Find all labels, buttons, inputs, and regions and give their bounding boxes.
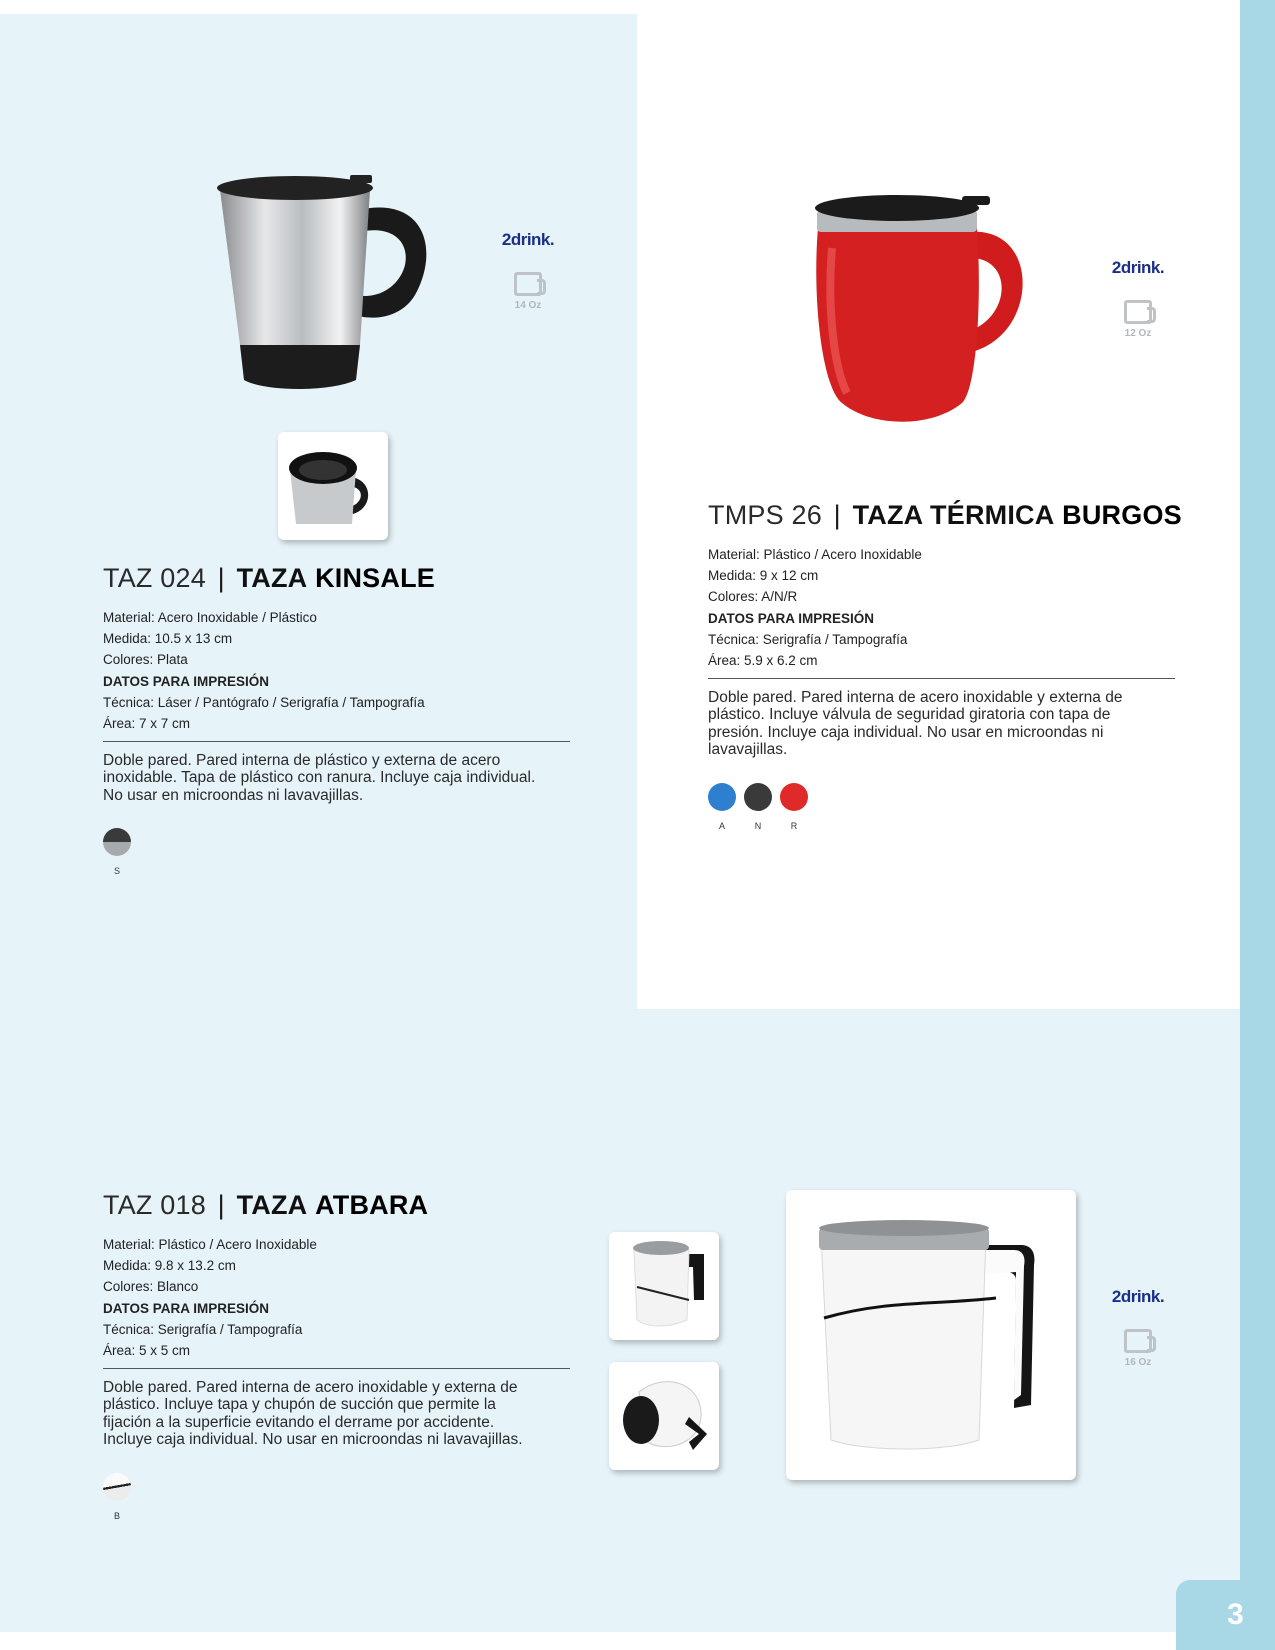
side-strip — [1240, 0, 1275, 1650]
product-image-atbara — [786, 1190, 1076, 1480]
product-burgos — [708, 500, 1182, 831]
product-type: TAZA TÉRMICA — [852, 500, 1055, 530]
divider — [103, 741, 570, 742]
product-name: KINSALE — [315, 563, 435, 593]
product-title — [103, 1190, 570, 1221]
spec-tecnica: Técnica: Serigrafía / Tampografía — [103, 1322, 303, 1338]
swatch-label: N — [754, 820, 762, 831]
thumbnail-image — [609, 1362, 719, 1470]
color-swatches — [708, 783, 1175, 831]
spec-area: Área: 5.9 x 6.2 cm — [708, 652, 818, 668]
product-specs — [103, 1235, 570, 1362]
swatch-dot — [103, 828, 131, 856]
brand-logo-text: 2drink. — [1111, 258, 1165, 277]
spec-area: Área: 5 x 5 cm — [103, 1342, 191, 1358]
thumbnail-image — [609, 1232, 719, 1340]
product-description: Doble pared. Pared interna de plástico y externa de acero inoxidable. Tapa de plástico con ranura. Incluye caja individual. No usar en microondas ni lavavajillas. — [103, 751, 536, 804]
color-swatch — [103, 828, 131, 876]
swatch-label: B — [113, 1510, 120, 1521]
spec-medida: Medida: 9 x 12 cm — [708, 567, 819, 583]
product-description: Doble pared. Pared interna de acero inoxidable y externa de plástico. Incluye válvula de seguridad giratoria con tapa de presión. Incluye caja individual. No usar en microondas ni lavavajillas. — [708, 688, 1123, 759]
color-swatch — [708, 783, 736, 831]
product-name: ATBARA — [315, 1190, 429, 1220]
spec-medida: Medida: 9.8 x 13.2 cm — [103, 1257, 236, 1273]
spec-colores: Colores: Plata — [103, 651, 188, 667]
spec-tecnica: Técnica: Serigrafía / Tampografía — [708, 632, 908, 648]
color-swatch — [780, 783, 808, 831]
product-description: Doble pared. Pared interna de acero inoxidable y externa de plástico. Incluye tapa y chupón de succión que permite la fijación a la superficie evitando el derrame por accidente. Incluye caja individual. No usar en microondas ni lavavajillas. — [103, 1378, 523, 1449]
print-data-header: DATOS PARA IMPRESIÓN — [103, 674, 270, 690]
swatch-dot — [103, 1473, 131, 1501]
swatch-label: A — [718, 820, 725, 831]
spec-material: Material: Plástico / Acero Inoxidable — [708, 547, 922, 562]
product-image-burgos — [812, 188, 1062, 438]
color-swatch — [103, 1473, 131, 1521]
color-swatch — [744, 783, 772, 831]
swatch-label: S — [113, 866, 120, 877]
spec-colores: Colores: Blanco — [103, 1278, 199, 1294]
color-swatches — [103, 1473, 570, 1521]
product-code: TAZ 024 — [103, 563, 206, 593]
swatch-label: R — [790, 820, 798, 831]
product-thumbnail-atbara — [609, 1232, 719, 1340]
product-kinsale — [103, 563, 570, 876]
brand-logo-text: 2drink. — [1111, 1287, 1165, 1306]
color-swatches — [103, 828, 570, 876]
brand-logo — [1108, 1287, 1168, 1368]
brand-logo — [1108, 258, 1168, 339]
title-separator: | — [833, 500, 841, 530]
product-name: BURGOS — [1062, 500, 1182, 530]
divider — [708, 678, 1175, 679]
capacity-cup-icon — [514, 272, 542, 296]
product-type: TAZA — [236, 1190, 308, 1220]
spec-material: Material: Acero Inoxidable / Plástico — [103, 610, 317, 625]
page-number: 3 — [1176, 1580, 1275, 1650]
product-thumbnail-atbara — [609, 1362, 719, 1470]
swatch-dot — [780, 783, 808, 811]
product-atbara — [103, 1190, 570, 1521]
title-separator: | — [217, 1190, 225, 1220]
thumbnail-image — [278, 432, 388, 540]
swatch-dot — [744, 783, 772, 811]
product-code: TAZ 018 — [103, 1190, 206, 1220]
product-thumbnail-kinsale — [278, 432, 388, 540]
swatch-dot — [708, 783, 736, 811]
spec-medida: Medida: 10.5 x 13 cm — [103, 630, 233, 646]
title-separator: | — [217, 563, 225, 593]
divider — [103, 1368, 570, 1369]
spec-material: Material: Plástico / Acero Inoxidable — [103, 1237, 317, 1252]
product-title — [103, 563, 570, 594]
product-image-kinsale — [210, 170, 450, 405]
capacity-label: 12 Oz — [1124, 328, 1152, 339]
spec-area: Área: 7 x 7 cm — [103, 715, 191, 731]
spec-tecnica: Técnica: Láser / Pantógrafo / Serigrafía / Tampografía — [103, 695, 425, 711]
brand-logo — [498, 230, 558, 311]
print-data-header: DATOS PARA IMPRESIÓN — [103, 1301, 270, 1317]
product-title — [708, 500, 1182, 531]
product-type: TAZA — [236, 563, 308, 593]
capacity-label: 16 Oz — [1124, 1357, 1152, 1368]
print-data-header: DATOS PARA IMPRESIÓN — [708, 611, 875, 627]
capacity-cup-icon — [1124, 300, 1152, 324]
product-specs — [103, 608, 570, 735]
product-main-image-atbara — [786, 1190, 1076, 1480]
spec-colores: Colores: A/N/R — [708, 588, 798, 604]
product-specs — [708, 545, 1175, 672]
product-code: TMPS 26 — [708, 500, 822, 530]
brand-logo-text: 2drink. — [501, 230, 555, 249]
capacity-label: 14 Oz — [514, 300, 542, 311]
capacity-cup-icon — [1124, 1329, 1152, 1353]
